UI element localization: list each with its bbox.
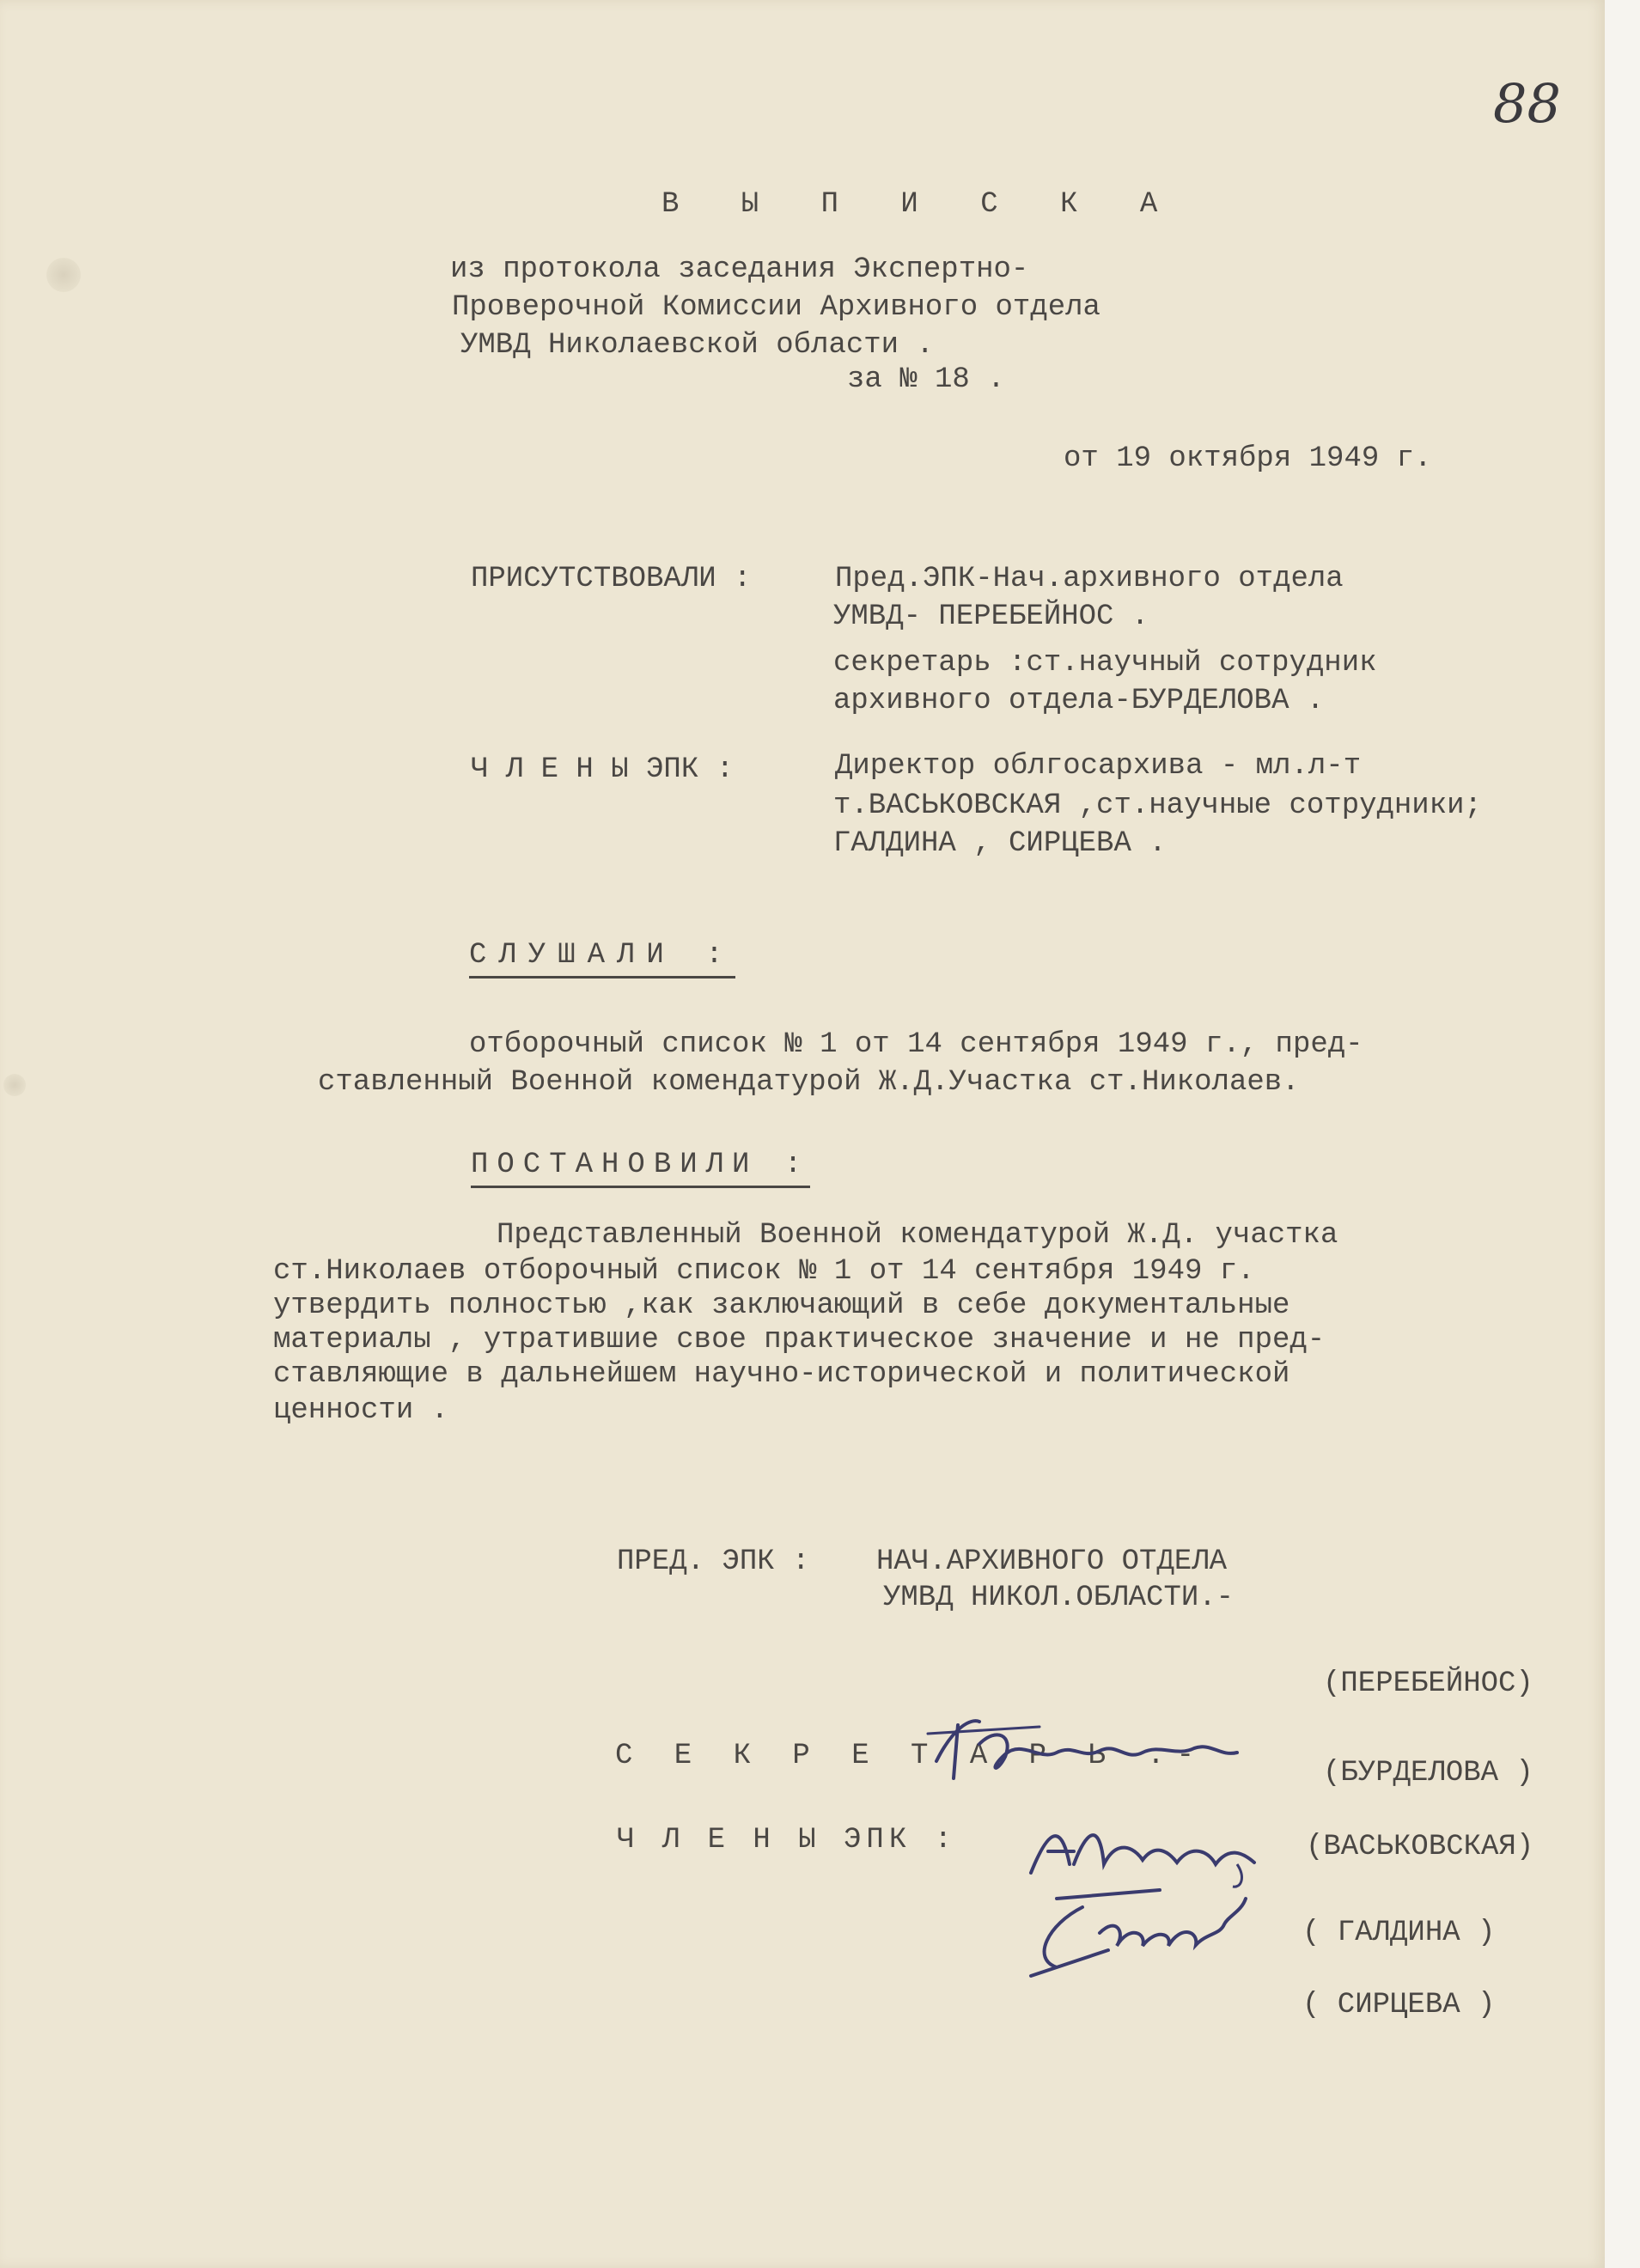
resolved-line-2: ст.Николаев отборочный список № 1 от 14 сентября 1949 г. xyxy=(273,1255,1255,1288)
page-number: 88 xyxy=(1493,72,1561,135)
subtitle-line-1: из протокола заседания Экспертно- xyxy=(450,253,1029,286)
protocol-date: от 19 октября 1949 г. xyxy=(1064,442,1432,475)
members-line-3: ГАЛДИНА , СИРЦЕВА . xyxy=(833,827,1167,860)
present-chair-line-2: УМВД- ПЕРЕБЕЙНОС . xyxy=(833,601,1149,633)
subtitle-line-3: УМВД Николаевской области . xyxy=(460,329,934,362)
resolved-line-1: Представленный Военной комендатурой Ж.Д. участка xyxy=(497,1219,1338,1252)
sig-members-label: Ч Л Е Н Ы ЭПК : xyxy=(617,1824,958,1856)
present-secretary-line-2: архивного отдела-БУРДЕЛОВА . xyxy=(833,685,1325,717)
page-edge-background xyxy=(1605,0,1640,2268)
sig-chair-name: (ПЕРЕБЕЙНОС) xyxy=(1323,1667,1533,1700)
subtitle-line-2: Проверочной Комиссии Архивного отдела xyxy=(452,291,1100,324)
punch-hole-top xyxy=(46,258,81,292)
heard-line-1: отборочный список № 1 от 14 сентября 1949 г., пред- xyxy=(469,1028,1363,1061)
present-label: ПРИСУТСТВОВАЛИ : xyxy=(471,563,752,595)
sig-chair-label: ПРЕД. ЭПК : xyxy=(617,1546,810,1578)
resolved-line-6: ценности . xyxy=(273,1394,449,1427)
present-secretary-line-1: секретарь :ст.научный сотрудник xyxy=(833,647,1377,680)
present-chair-line-1: Пред.ЭПК-Нач.архивного отдела xyxy=(835,563,1344,595)
sig-secretary-name: (БУРДЕЛОВА ) xyxy=(1323,1757,1533,1789)
resolved-line-4: материалы , утратившие свое практическое значение и не пред- xyxy=(273,1324,1326,1357)
sig-chair-title-2: УМВД НИКОЛ.ОБЛАСТИ.- xyxy=(883,1582,1235,1614)
heard-line-2: ставленный Военной комендатурой Ж.Д.Участка ст.Николаев. xyxy=(318,1066,1300,1099)
sig-chair-title-1: НАЧ.АРХИВНОГО ОТДЕЛА xyxy=(876,1546,1228,1578)
sig-member-name-1: (ВАСЬКОВСКАЯ) xyxy=(1306,1831,1534,1863)
punch-hole-bottom xyxy=(3,1074,26,1096)
members-line-1: Директор облгосархива - мл.л-т xyxy=(835,750,1362,783)
resolved-line-5: ставляющие в дальнейшем научно-исторической и политической xyxy=(273,1358,1290,1391)
members-line-2: т.ВАСЬКОВСКАЯ ,ст.научные сотрудники; xyxy=(833,790,1482,822)
members-label: Ч Л Е Н Ы ЭПК : xyxy=(471,753,735,786)
secretary-signature xyxy=(919,1710,1263,1787)
sig-secretary-label: С Е К Р Е Т А Р Ь .- xyxy=(615,1740,1207,1772)
resolved-heading: ПОСТАНОВИЛИ : xyxy=(471,1148,810,1188)
resolved-line-3: утвердить полностью ,как заключающий в себе документальные xyxy=(273,1289,1290,1322)
protocol-number: за № 18 . xyxy=(847,363,1005,396)
member-signature-2 xyxy=(997,1873,1271,2002)
sig-member-name-2: ( ГАЛДИНА ) xyxy=(1302,1917,1496,1949)
sig-member-name-3: ( СИРЦЕВА ) xyxy=(1302,1989,1496,2021)
document-title: В Ы П И С К А xyxy=(661,188,1180,221)
heard-heading: СЛУШАЛИ : xyxy=(469,938,735,979)
